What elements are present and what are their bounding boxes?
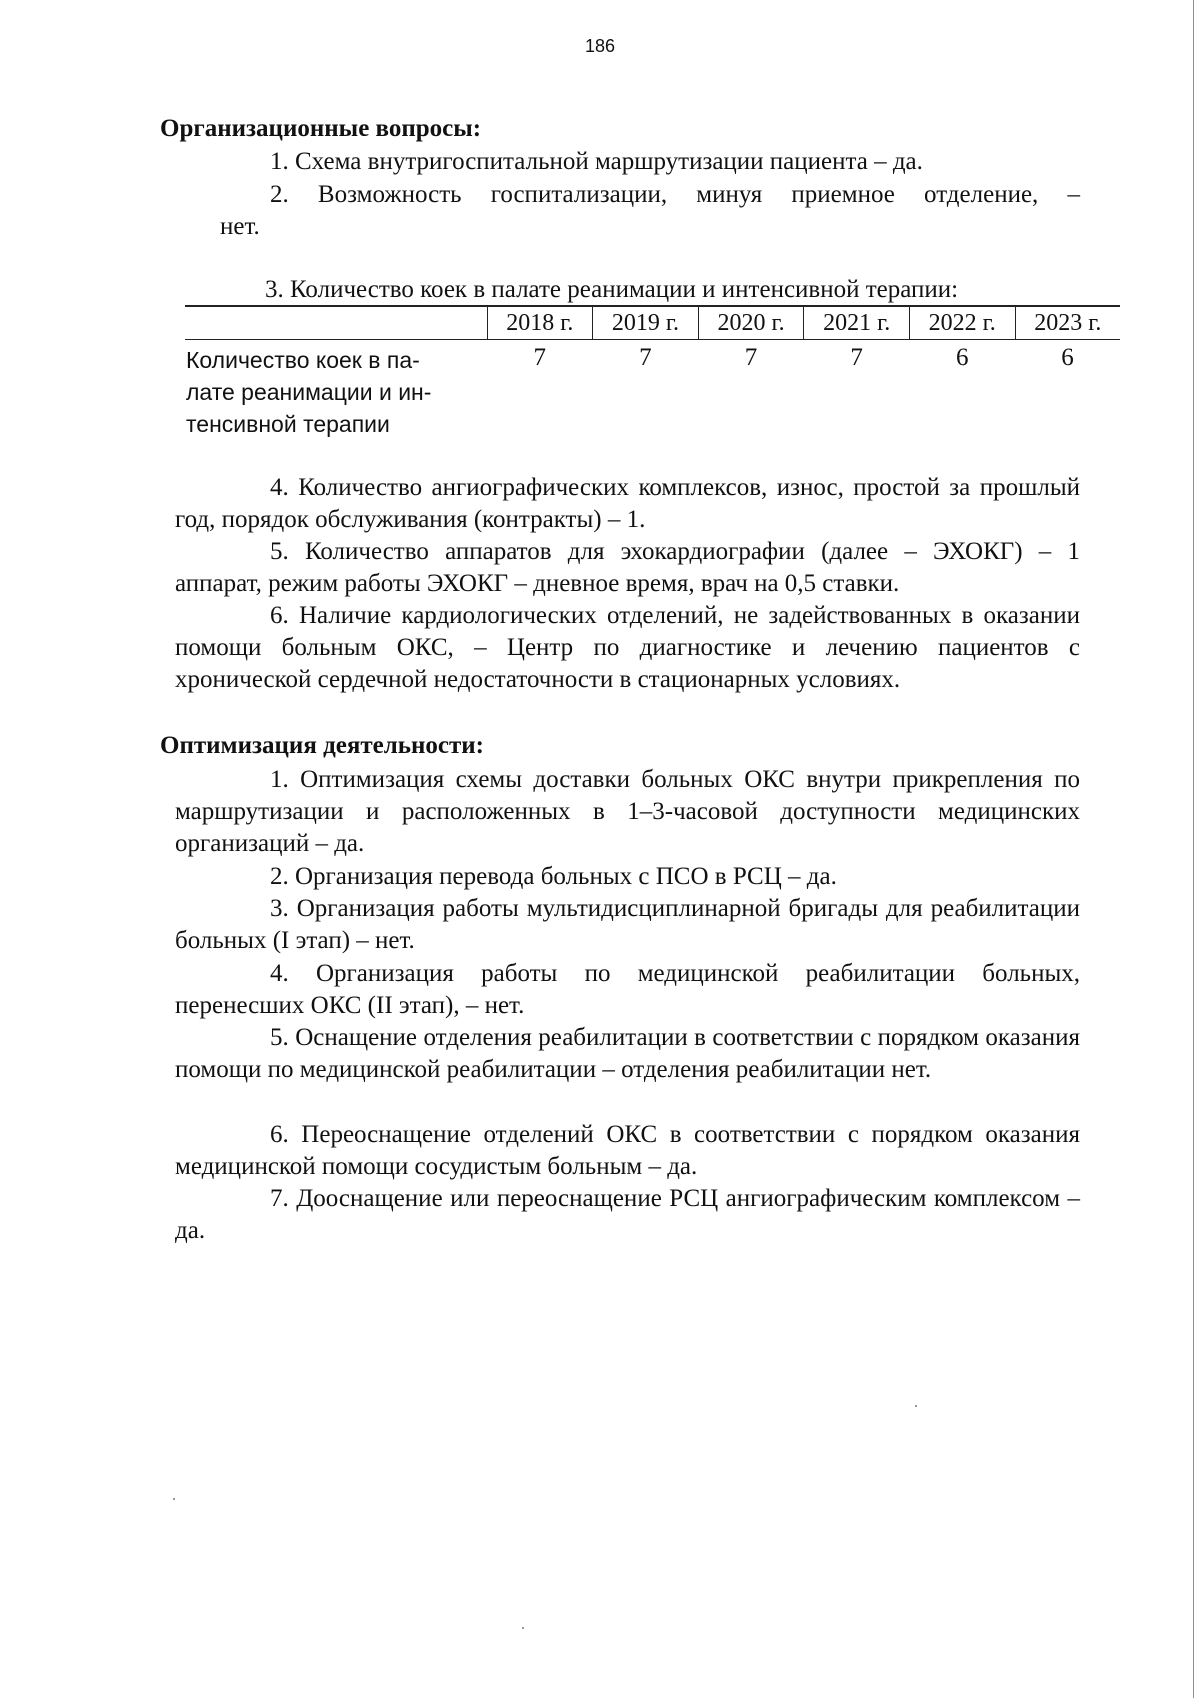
scan-speck (915, 1405, 917, 1407)
table-row (185, 340, 1120, 442)
cell-2021: 7 (850, 344, 863, 371)
org-item-5: 5. Количество аппаратов для эхокардиографии (далее – ЭХОКГ) – 1 аппарат, режим работы ЭХОКГ – дневное время, врач на 0,5 ставки. (175, 538, 1080, 597)
opt-item-7: 7. Дооснащение или переоснащение РСЦ ангиографическим комплексом – да. (175, 1185, 1080, 1244)
beds-table (185, 305, 1120, 441)
org-item-6: 6. Наличие кардиологических отделений, не задействованных в оказании помощи больным ОКС, – Центр по диагностике и лечению пациентов с хронической сердечной недостаточности в стационарных условиях. (175, 602, 1080, 693)
org-item-2-line-1 (175, 179, 1080, 211)
col-2020: 2020 г. (698, 306, 804, 340)
table-caption: 3. Количество коек в палате реанимации и интенсивной терапии: (265, 276, 959, 303)
cell-2018: 7 (533, 344, 547, 371)
col-2022: 2022 г. (909, 306, 1015, 340)
cell-2020: 7 (744, 344, 758, 371)
table-header-blank (185, 306, 487, 340)
row-label (185, 340, 487, 442)
org-item-2-line-2: нет. (220, 213, 260, 240)
col-2021: 2021 г. (804, 306, 910, 340)
col-2019: 2019 г. (593, 306, 699, 340)
scan-speck (522, 1627, 524, 1629)
org-item-1 (175, 146, 1080, 178)
org-item-2-text-1: 2. Возможность госпитализации, минуя приемное отделение, – (270, 181, 1080, 208)
row-label-line-1: Количество коек в па- (186, 347, 420, 373)
opt-item-3: 3. Организация работы мультидисциплинарной бригады для реабилитации больных (I этап) – нет. (175, 895, 1080, 954)
cell-2019: 7 (639, 344, 652, 371)
scan-speck (173, 1498, 175, 1500)
cell-2022: 6 (955, 344, 969, 371)
row-label-line-3: тенсивной терапии (186, 411, 390, 437)
table-header-row (185, 306, 1120, 340)
org-item-4: 4. Количество ангиографических комплексов, износ, простой за прошлый год, порядок обслуживания (контракты) – 1. (175, 474, 1080, 533)
page-number: 186 (584, 36, 616, 56)
org-item-1-text: 1. Схема внутригоспитальной маршрутизации пациента – да. (270, 148, 923, 175)
opt-item-2: 2. Организация перевода больных с ПСО в РСЦ – да. (270, 863, 837, 890)
section-heading-optimization: Оптимизация деятельности: (160, 732, 484, 759)
col-2018: 2018 г. (487, 306, 593, 340)
section-heading-organizational: Организационные вопросы: (160, 115, 482, 142)
opt-item-4: 4. Организация работы по медицинской реабилитации больных, перенесших ОКС (II этап), – нет. (175, 960, 1080, 1019)
opt-item-1: 1. Оптимизация схемы доставки больных ОКС внутри прикрепления по маршрутизации и расположенных в 1–3-часовой доступности медицинских организаций – да. (175, 766, 1080, 857)
scan-edge-line (1193, 0, 1194, 1698)
cell-2023: 6 (1061, 344, 1074, 371)
row-label-line-2: лате реанимации и ин- (186, 379, 432, 405)
opt-item-5: 5. Оснащение отделения реабилитации в соответствии с порядком оказания помощи по медицинской реабилитации – отделения реабилитации нет. (175, 1024, 1080, 1083)
opt-item-6: 6. Переоснащение отделений ОКС в соответствии с порядком оказания медицинской помощи сосудистым больным – да. (175, 1121, 1080, 1180)
col-2023: 2023 г. (1015, 306, 1120, 340)
